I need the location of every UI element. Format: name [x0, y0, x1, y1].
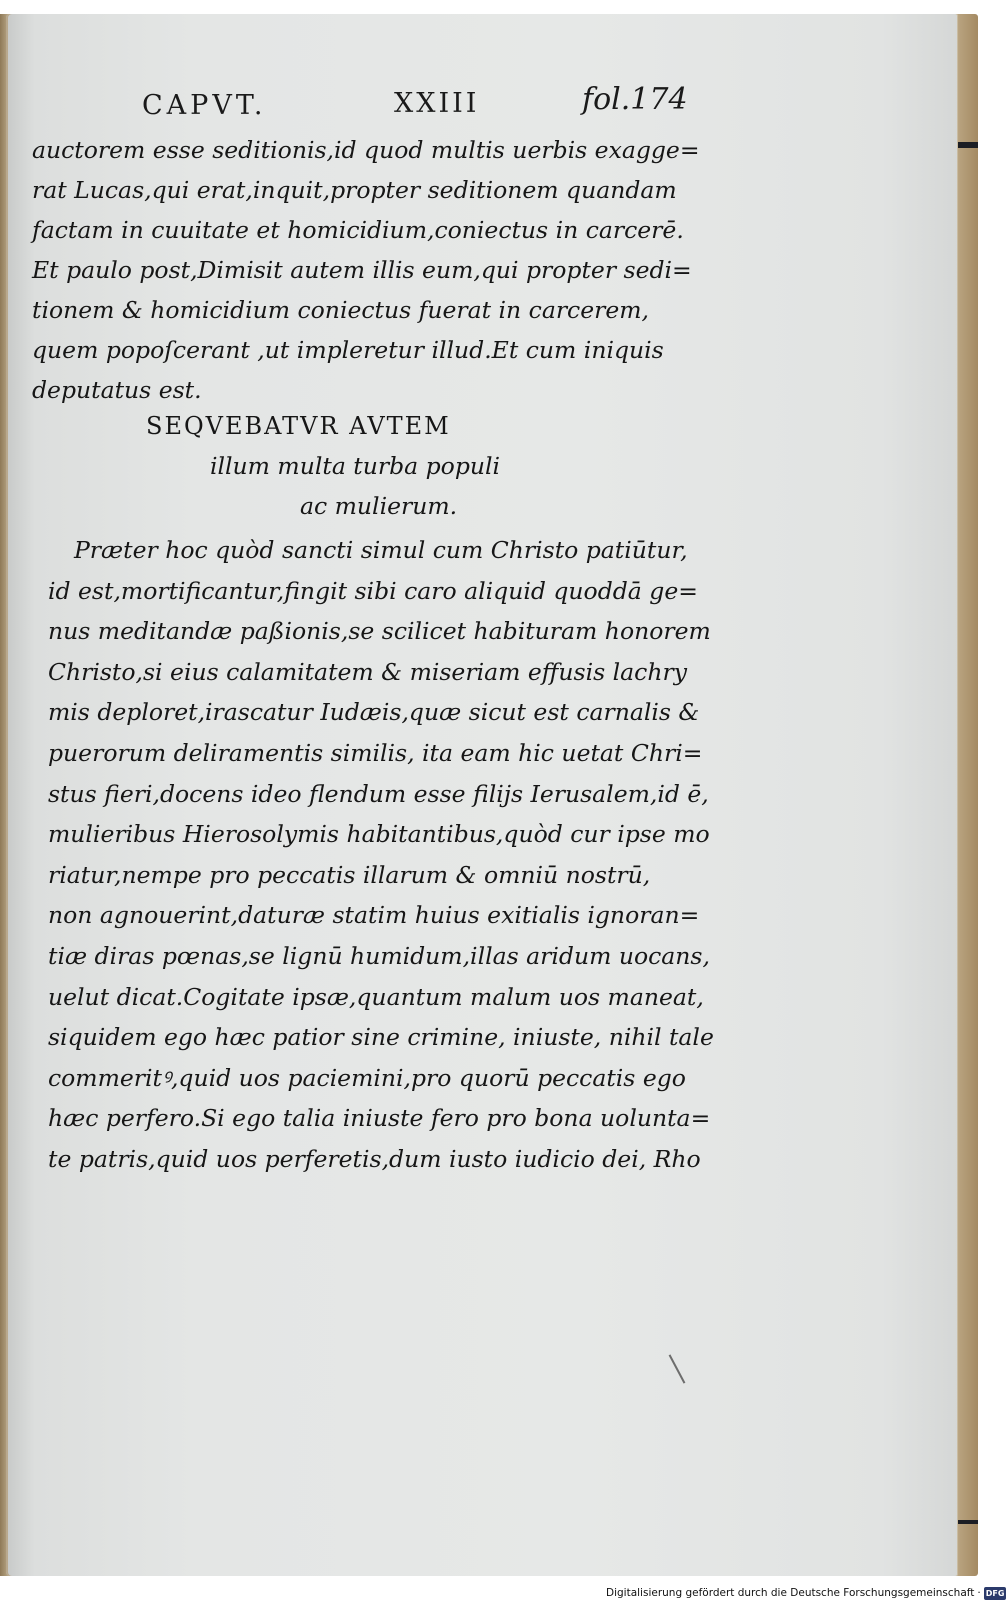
folio-number: fol.174 [582, 82, 688, 117]
text-line: te patris,quid uos perferetis,dum iusto iudicio dei, Rho [48, 1144, 701, 1173]
text-line: non agnouerint,daturæ statim huius exitialis ignoran= [48, 901, 700, 930]
text-line: hæc perfero.Si ego talia iniuste fero pro bona uolunta= [48, 1104, 711, 1133]
section-heading [146, 412, 576, 532]
text-line: tionem & homicidium coniectus fuerat in carcerem, [32, 296, 650, 324]
text-line: Et paulo post,Dimisit autem illis eum,qui propter sedi= [32, 256, 692, 284]
heading-line: illum multa turba populi [210, 452, 501, 480]
text-line: commeritꝰ,quid uos paciemini,pro quorū peccatis ego [48, 1063, 686, 1092]
text-line: tiæ diras pœnas,se lignū humidum,illas aridum uocans, [48, 941, 710, 970]
running-head [132, 78, 692, 128]
footer-separator: · [977, 1587, 981, 1599]
text-line: siquidem ego hæc patior sine crimine, iniuste, nihil tale [48, 1023, 714, 1052]
text-line: mulieribus Hierosolymis habitantibus,quòd cur ipse mo [48, 820, 710, 849]
body-text-main [48, 530, 728, 1180]
text-line: Præter hoc quòd sancti simul cum Christo patiūtur, [74, 536, 688, 564]
heading-caps-line: SEQVEBATVR AVTEM [146, 412, 451, 440]
running-title: CAPVT. [142, 90, 267, 121]
text-line: riatur,nempe pro peccatis illarum & omniū nostrū, [48, 860, 651, 889]
text-line: rat Lucas,qui erat,inquit,propter seditionem quandam [32, 176, 677, 204]
text-line: id est,mortificantur,fingit sibi caro aliquid quoddā ge= [48, 576, 698, 605]
chapter-number: XXIII [394, 88, 480, 119]
body-text-top [32, 130, 732, 410]
text-line: Christo,si eius calamitatem & miseriam effusis lachry [48, 657, 687, 686]
text-line: uelut dicat.Cogitate ipsæ,quantum malum uos maneat, [48, 982, 704, 1011]
heading-line: ac mulierum. [300, 492, 458, 520]
digitization-footer [606, 1585, 1005, 1601]
text-line: nus meditandæ paßionis,se scilicet habituram honorem [48, 617, 711, 646]
dfg-logo-icon: DFG [985, 1588, 1005, 1598]
text-line: stus fieri,docens ideo flendum esse filijs Ierusalem,id ē, [48, 779, 709, 808]
text-line: mis deploret,irascatur Iudæis,quæ sicut est carnalis & [48, 698, 700, 727]
text-line: puerorum deliramentis similis, ita eam hic uetat Chri= [48, 738, 703, 767]
text-line: deputatus est. [32, 376, 202, 404]
footer-credit: Digitalisierung gefördert durch die Deutsche Forschungsgemeinschaft [606, 1587, 975, 1599]
text-line: quem popoſcerant ,ut impleretur illud.Et cum iniquis [32, 336, 664, 364]
text-line: factam in cuuitate et homicidium,coniectus in carcerē. [32, 216, 684, 244]
text-line: auctorem esse seditionis,id quod multis uerbis exagge= [32, 136, 700, 164]
